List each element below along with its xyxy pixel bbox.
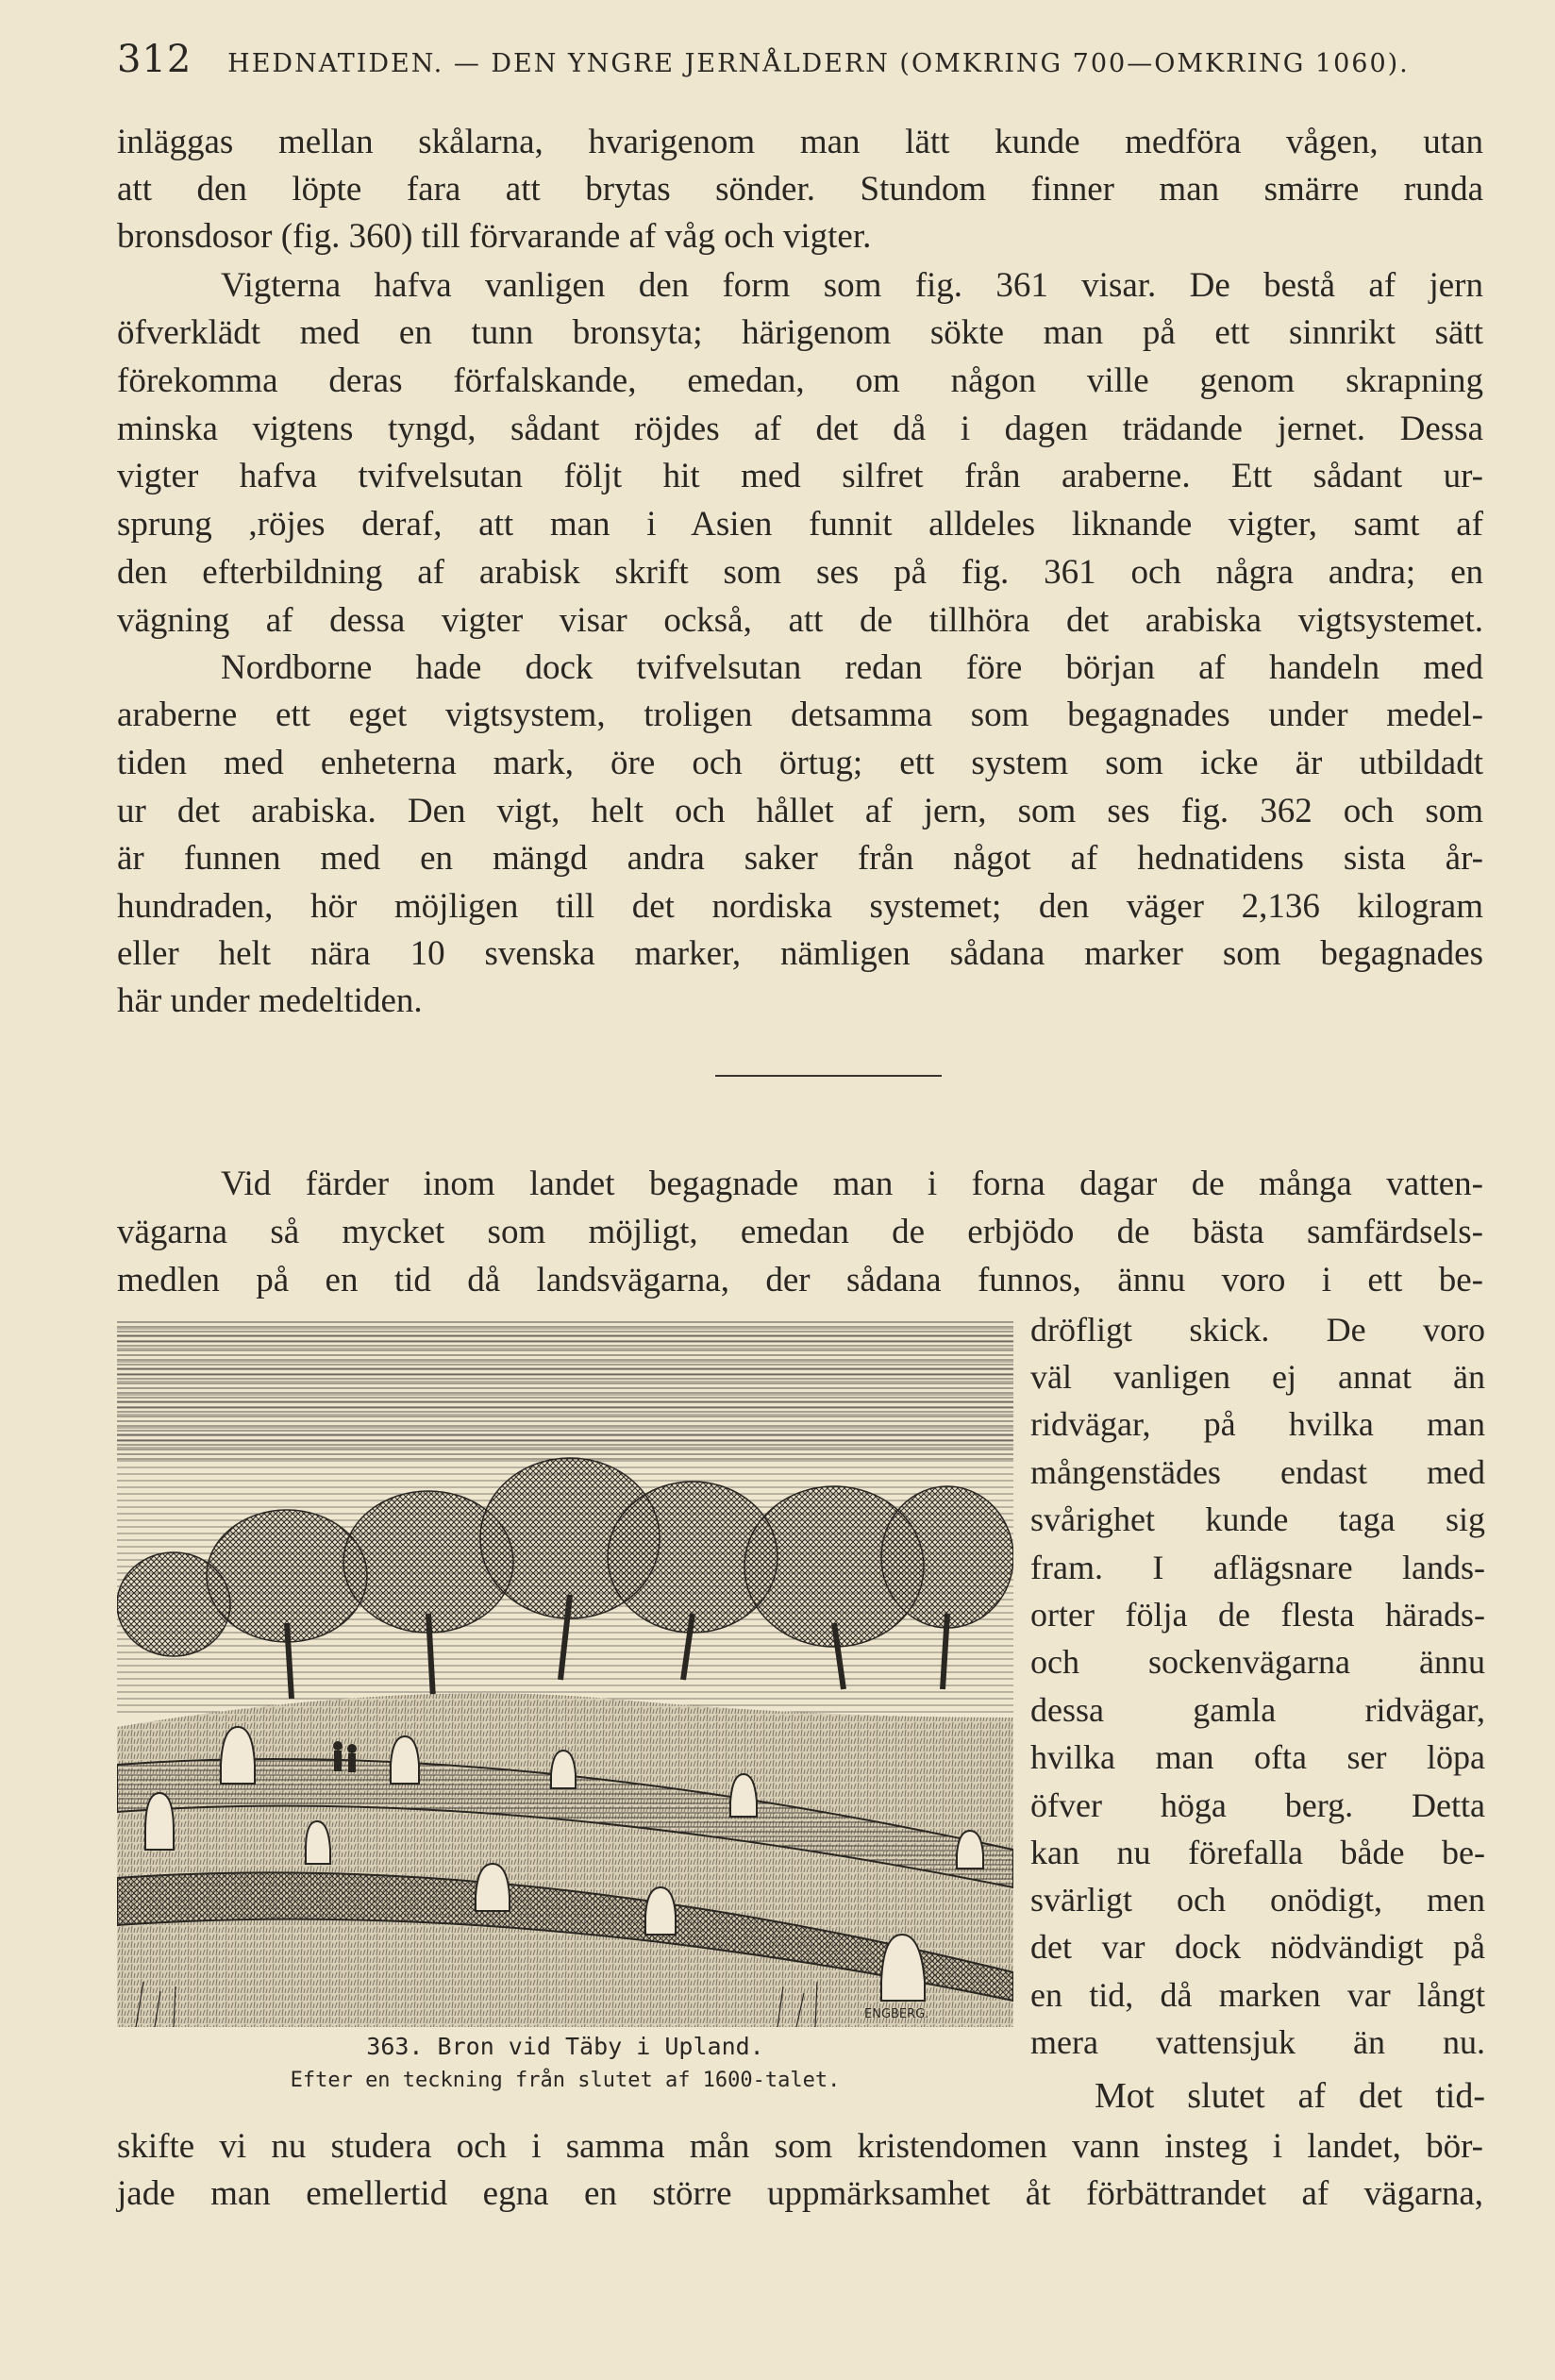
body-line: eller helt nära 10 svenska marker, nämligen sådana marker som begagnades xyxy=(117,934,1483,973)
engraver-signature: ENGBERG. xyxy=(864,2007,929,2021)
body-line: sprung ,röjes deraf, att man i Asien funnit alldeles liknande vigter, samt af xyxy=(117,505,1483,544)
side-line: ridvägar, på hvilka man xyxy=(1030,1405,1485,1443)
figure-subcaption: Efter en teckning från slutet af 1600-talet. xyxy=(290,2069,841,2092)
side-line: och sockenvägarna ännu xyxy=(1030,1643,1485,1681)
side-line: orter följa de flesta härads- xyxy=(1030,1596,1485,1634)
page-number: 312 xyxy=(117,38,192,81)
running-header xyxy=(117,38,1476,81)
body-line: hundraden, hör möjligen till det nordiska systemet; den väger 2,136 kilogram xyxy=(117,887,1483,926)
side-line: öfver höga berg. Detta xyxy=(1030,1786,1485,1824)
body-line: minska vigtens tyngd, sådant röjdes af det då i dagen trädande jernet. Dessa xyxy=(117,410,1483,448)
body-line: är funnen med en mängd andra saker från något af hednatidens sista år- xyxy=(117,839,1483,878)
side-line: väl vanligen ej annat än xyxy=(1030,1358,1485,1396)
running-title: HEDNATIDEN. — DEN YNGRE JERNÅLDERN (OMKRING 700—OMKRING 1060). xyxy=(227,49,1410,78)
body-line: vägarna så mycket som möjligt, emedan de erbjödo de bästa samfärdsels- xyxy=(117,1213,1483,1251)
body-line: tiden med enheterna mark, öre och örtug; ett system som icke är utbildadt xyxy=(117,744,1483,782)
side-line: en tid, då marken var långt xyxy=(1030,1976,1485,2014)
body-line: att den löpte fara att brytas sönder. Stundom finner man smärre runda xyxy=(117,170,1483,209)
bridge-engraving-illustration xyxy=(117,1321,1013,2027)
body-line: öfverklädt med en tunn bronsyta; härigenom sökte man på ett sinnrikt sätt xyxy=(117,313,1483,352)
section-divider xyxy=(715,1075,942,1077)
body-line: inläggas mellan skålarna, hvarigenom man lätt kunde medföra vågen, utan xyxy=(117,123,1483,161)
side-line: det var dock nödvändigt på xyxy=(1030,1928,1485,1966)
body-line: Vigterna hafva vanligen den form som fig. 361 visar. De bestå af jern xyxy=(221,266,1483,305)
side-line: Mot slutet af det tid- xyxy=(1095,2076,1485,2116)
figure-engraving xyxy=(117,1321,1013,2027)
body-line: vigter hafva tvifvelsutan följt hit med silfret från araberne. Ett sådant ur- xyxy=(117,457,1483,495)
body-line: den efterbildning af arabisk skrift som ses på fig. 361 och några andra; en xyxy=(117,553,1483,592)
body-line: bronsdosor (fig. 360) till förvarande af våg och vigter. xyxy=(117,217,872,256)
body-line: förekomma deras förfalskande, emedan, om någon ville genom skrapning xyxy=(117,361,1483,400)
body-line: här under medeltiden. xyxy=(117,981,423,1020)
side-line: dröfligt skick. De voro xyxy=(1030,1311,1485,1349)
body-line: jade man emellertid egna en större uppmärksamhet åt förbättrandet af vägarna, xyxy=(117,2174,1483,2213)
side-line: fram. I aflägsnare lands- xyxy=(1030,1549,1485,1586)
body-line: ur det arabiska. Den vigt, helt och hållet af jern, som ses fig. 362 och som xyxy=(117,792,1483,830)
body-line: medlen på en tid då landsvägarna, der sådana funnos, ännu voro i ett be- xyxy=(117,1261,1483,1299)
side-line: dessa gamla ridvägar, xyxy=(1030,1691,1485,1729)
body-line: Nordborne hade dock tvifvelsutan redan före början af handeln med xyxy=(221,648,1483,687)
figure-caption: 363. Bron vid Täby i Upland. xyxy=(366,2033,764,2060)
body-line: araberne ett eget vigtsystem, troligen detsamma som begagnades under medel- xyxy=(117,696,1483,734)
body-line: skifte vi nu studera och i samma mån som kristendomen vann insteg i landet, bör- xyxy=(117,2127,1483,2166)
body-line: vägning af dessa vigter visar också, att de tillhöra det arabiska vigtsystemet. xyxy=(117,601,1483,640)
side-line: mångenstädes endast med xyxy=(1030,1453,1485,1491)
side-line: kan nu förefalla både be- xyxy=(1030,1834,1485,1871)
body-line: Vid färder inom landet begagnade man i forna dagar de många vatten- xyxy=(221,1165,1483,1203)
side-line: svårighet kunde taga sig xyxy=(1030,1500,1485,1538)
side-line: mera vattensjuk än nu. xyxy=(1030,2023,1485,2061)
side-line: hvilka man ofta ser löpa xyxy=(1030,1738,1485,1776)
side-line: svärligt och onödigt, men xyxy=(1030,1881,1485,1919)
